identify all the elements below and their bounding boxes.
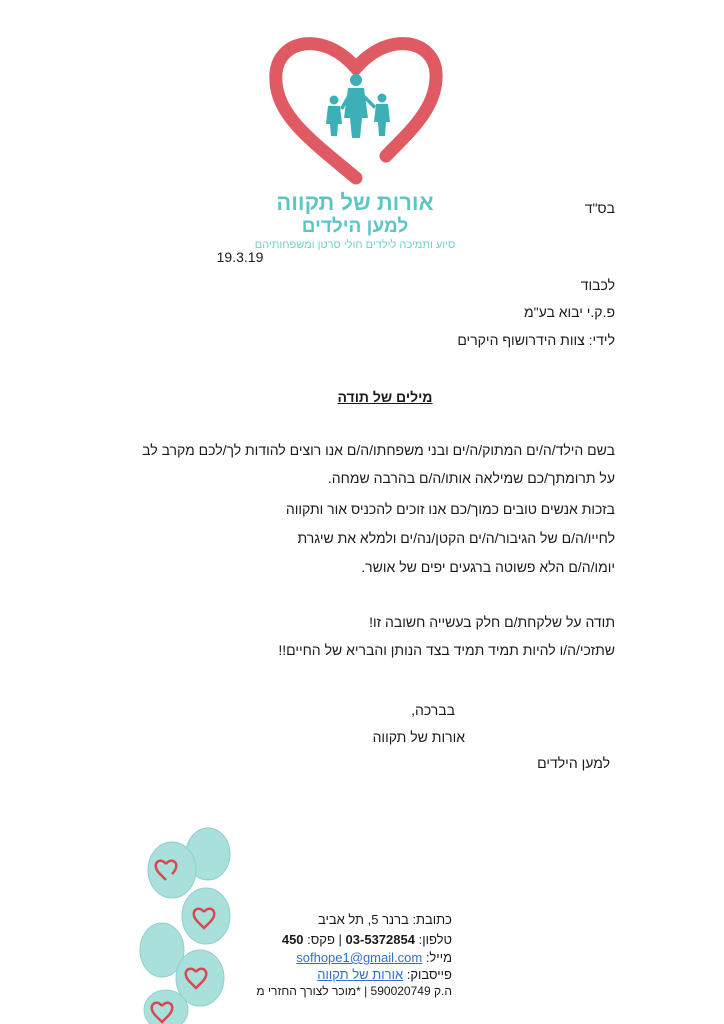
footer-facebook (252, 967, 452, 982)
letter-title: מילים של תודה (337, 389, 433, 405)
address-company: פ.ק.י יבוא בע"מ (524, 304, 615, 320)
footer-fax-label: פקס: (307, 932, 335, 947)
footer-hk-label: ה.ק (433, 984, 452, 998)
footer-hk-value: 590020749 (370, 984, 431, 998)
footer-fax-value: 450 (281, 932, 304, 947)
signature-org: אורות של תקווה (372, 729, 465, 745)
footer-separator: | (364, 984, 368, 998)
footer-hk (252, 984, 452, 998)
footer-email (252, 950, 452, 965)
letter-line: בזכות אנשים טובים כמוך/כם אנו זוכים להכניס אור ותקווה (285, 501, 615, 517)
footer-email-link[interactable]: sofhope1@gmail.com (296, 950, 423, 965)
letter-line: על תרומתך/כם שמילאה אותו/ה/ם בהרבה שמחה. (327, 470, 615, 486)
letter-line: בשם הילד/ה/ים המתוק/ה/ים ובני משפחתו/ה/ם אנו רוצים להודות לך/לכם מקרב לב (142, 442, 615, 458)
letter-date: 19.3.19 (216, 249, 264, 265)
signature-closing: בברכה, (411, 702, 455, 718)
footer-note: *מוכר לצורך החזרי מ (256, 984, 361, 998)
logo-org-subtitle: למען הילדים (301, 216, 409, 237)
address-to: לכבוד (580, 277, 615, 293)
address-attention: לידי: צוות הידרושוף היקרים (457, 332, 615, 348)
footer-address-value: ברנר 5, תל אביב (317, 912, 409, 927)
balloons-icon (120, 820, 260, 1024)
footer-address-label: כתובת: (412, 912, 452, 927)
letter-line: יומו/ה/ם הלא פשוטה ברגעים יפים של אושר. (361, 559, 615, 575)
footer-phone-value: 03-5372854 (345, 932, 415, 947)
footer-facebook-link[interactable]: אורות של תקווה (317, 967, 404, 982)
logo-tagline: סיוע ותמיכה לילדים חולי סרטן ומשפחותיהם (254, 239, 456, 251)
footer-facebook-label: פייסבוק: (406, 967, 452, 982)
letter-line: לחייו/ה/ם של הגיבור/ה/ים הקטן/נה/ים ולמלא את שיגרת (297, 530, 615, 546)
logo-org-name: אורות של תקווה (276, 190, 434, 215)
footer-phone-label: טלפון: (418, 932, 452, 947)
bsd-header: בס"ד (584, 200, 615, 216)
signature-org-sub: למען הילדים (537, 755, 610, 771)
footer-email-label: מייל: (425, 950, 452, 965)
footer-separator: | (338, 932, 342, 947)
letter-line: שתזכי/ה/ו להיות תמיד תמיד בצד הנותן והבריא של החיים!! (278, 642, 615, 658)
footer-address (252, 912, 452, 927)
footer-phone (252, 932, 452, 947)
letter-line: תודה על שלקחת/ם חלק בעשייה חשובה זו! (369, 614, 615, 630)
logo-heart-icon (268, 28, 444, 188)
